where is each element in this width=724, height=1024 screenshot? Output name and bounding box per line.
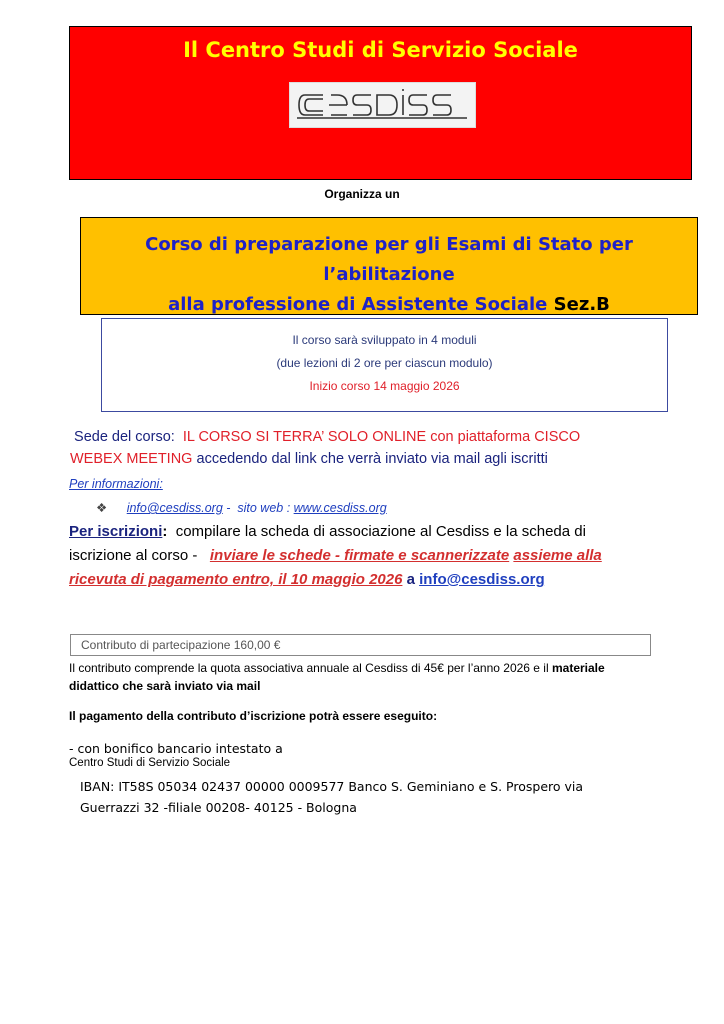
contact-line — [96, 500, 387, 515]
course-title-line1: Corso di preparazione per gli Esami di Stato per l’abilitazione — [145, 234, 633, 285]
bank-transfer-text: - con bonifico bancario intestato a — [69, 741, 283, 756]
beneficiary-name: Centro Studi di Servizio Sociale — [69, 757, 231, 769]
webex-text: WEBEX MEETING — [70, 451, 193, 467]
info-email-link[interactable]: info@cesdiss.org — [126, 501, 223, 515]
bank-address-line: Guerrazzi 32 -filiale 00208- 40125 - Bologna — [80, 800, 357, 815]
organizza-label — [0, 187, 724, 201]
location-label: Sede del corso: — [74, 429, 175, 445]
start-date: Inizio corso 14 maggio 2026 — [309, 379, 460, 393]
payment-heading: Il pagamento della contributo d’iscrizione potrà essere eseguito: — [69, 709, 438, 723]
modules-info: Il corso sarà sviluppato in 4 moduli — [292, 333, 477, 347]
iban-details — [80, 776, 620, 818]
diamond-bullet-icon: ❖ — [96, 501, 108, 515]
cesdiss-logo — [289, 82, 476, 128]
registration-label: Per iscrizioni — [69, 523, 163, 540]
fee-description — [69, 659, 649, 695]
fee-text: Il contributo comprende la quota associativa annuale al Cesdiss di 45€ per l’anno 2026 e il — [69, 661, 549, 675]
course-title-line2 — [81, 290, 697, 320]
registration-section — [69, 520, 629, 592]
organizza-text: Organizza un — [324, 187, 400, 201]
send-forms-notice: inviare le schede - firmate e scannerizzate — [209, 547, 510, 564]
cesdiss-logo-icon — [295, 87, 470, 123]
course-info-box — [101, 318, 668, 412]
fee-material: materiale didattico che sarà inviato via mail — [69, 661, 605, 693]
website-separator: - sito web : — [222, 501, 294, 515]
course-title-profession: alla professione di Assistente Sociale — [168, 294, 548, 315]
iban-line: IBAN: IT58S 05034 02437 00000 0009577 Banco S. Geminiano e S. Prospero via — [80, 779, 584, 794]
registration-colon: : — [162, 523, 168, 540]
header-box — [69, 26, 692, 180]
link-notice: accedendo dal link che verrà inviato via mail agli iscritti — [196, 451, 548, 467]
header-title: Il Centro Studi di Servizio Sociale — [183, 38, 578, 62]
registration-email-link[interactable]: info@cesdiss.org — [419, 571, 545, 588]
platform-text: con piattaforma CISCO — [430, 429, 581, 445]
online-notice: IL CORSO SI TERRA’ SOLO ONLINE — [182, 429, 427, 445]
registration-text: compilare la scheda di associazione al Cesdiss e la scheda di iscrizione al corso - — [69, 523, 586, 564]
course-section: Sez.B — [553, 294, 610, 315]
website-link[interactable]: www.cesdiss.org — [293, 501, 387, 515]
course-location — [70, 426, 630, 470]
course-title-box — [80, 217, 698, 315]
payment-deadline: assieme alla ricevuta di pagamento entro, il 10 maggio 2026 — [69, 547, 602, 588]
registration-a: a — [406, 571, 415, 588]
fee-box: Contributo di partecipazione 160,00 € — [70, 634, 651, 656]
lessons-info: (due lezioni di 2 ore per ciascun modulo) — [276, 356, 493, 370]
info-label: Per informazioni: — [69, 477, 163, 491]
